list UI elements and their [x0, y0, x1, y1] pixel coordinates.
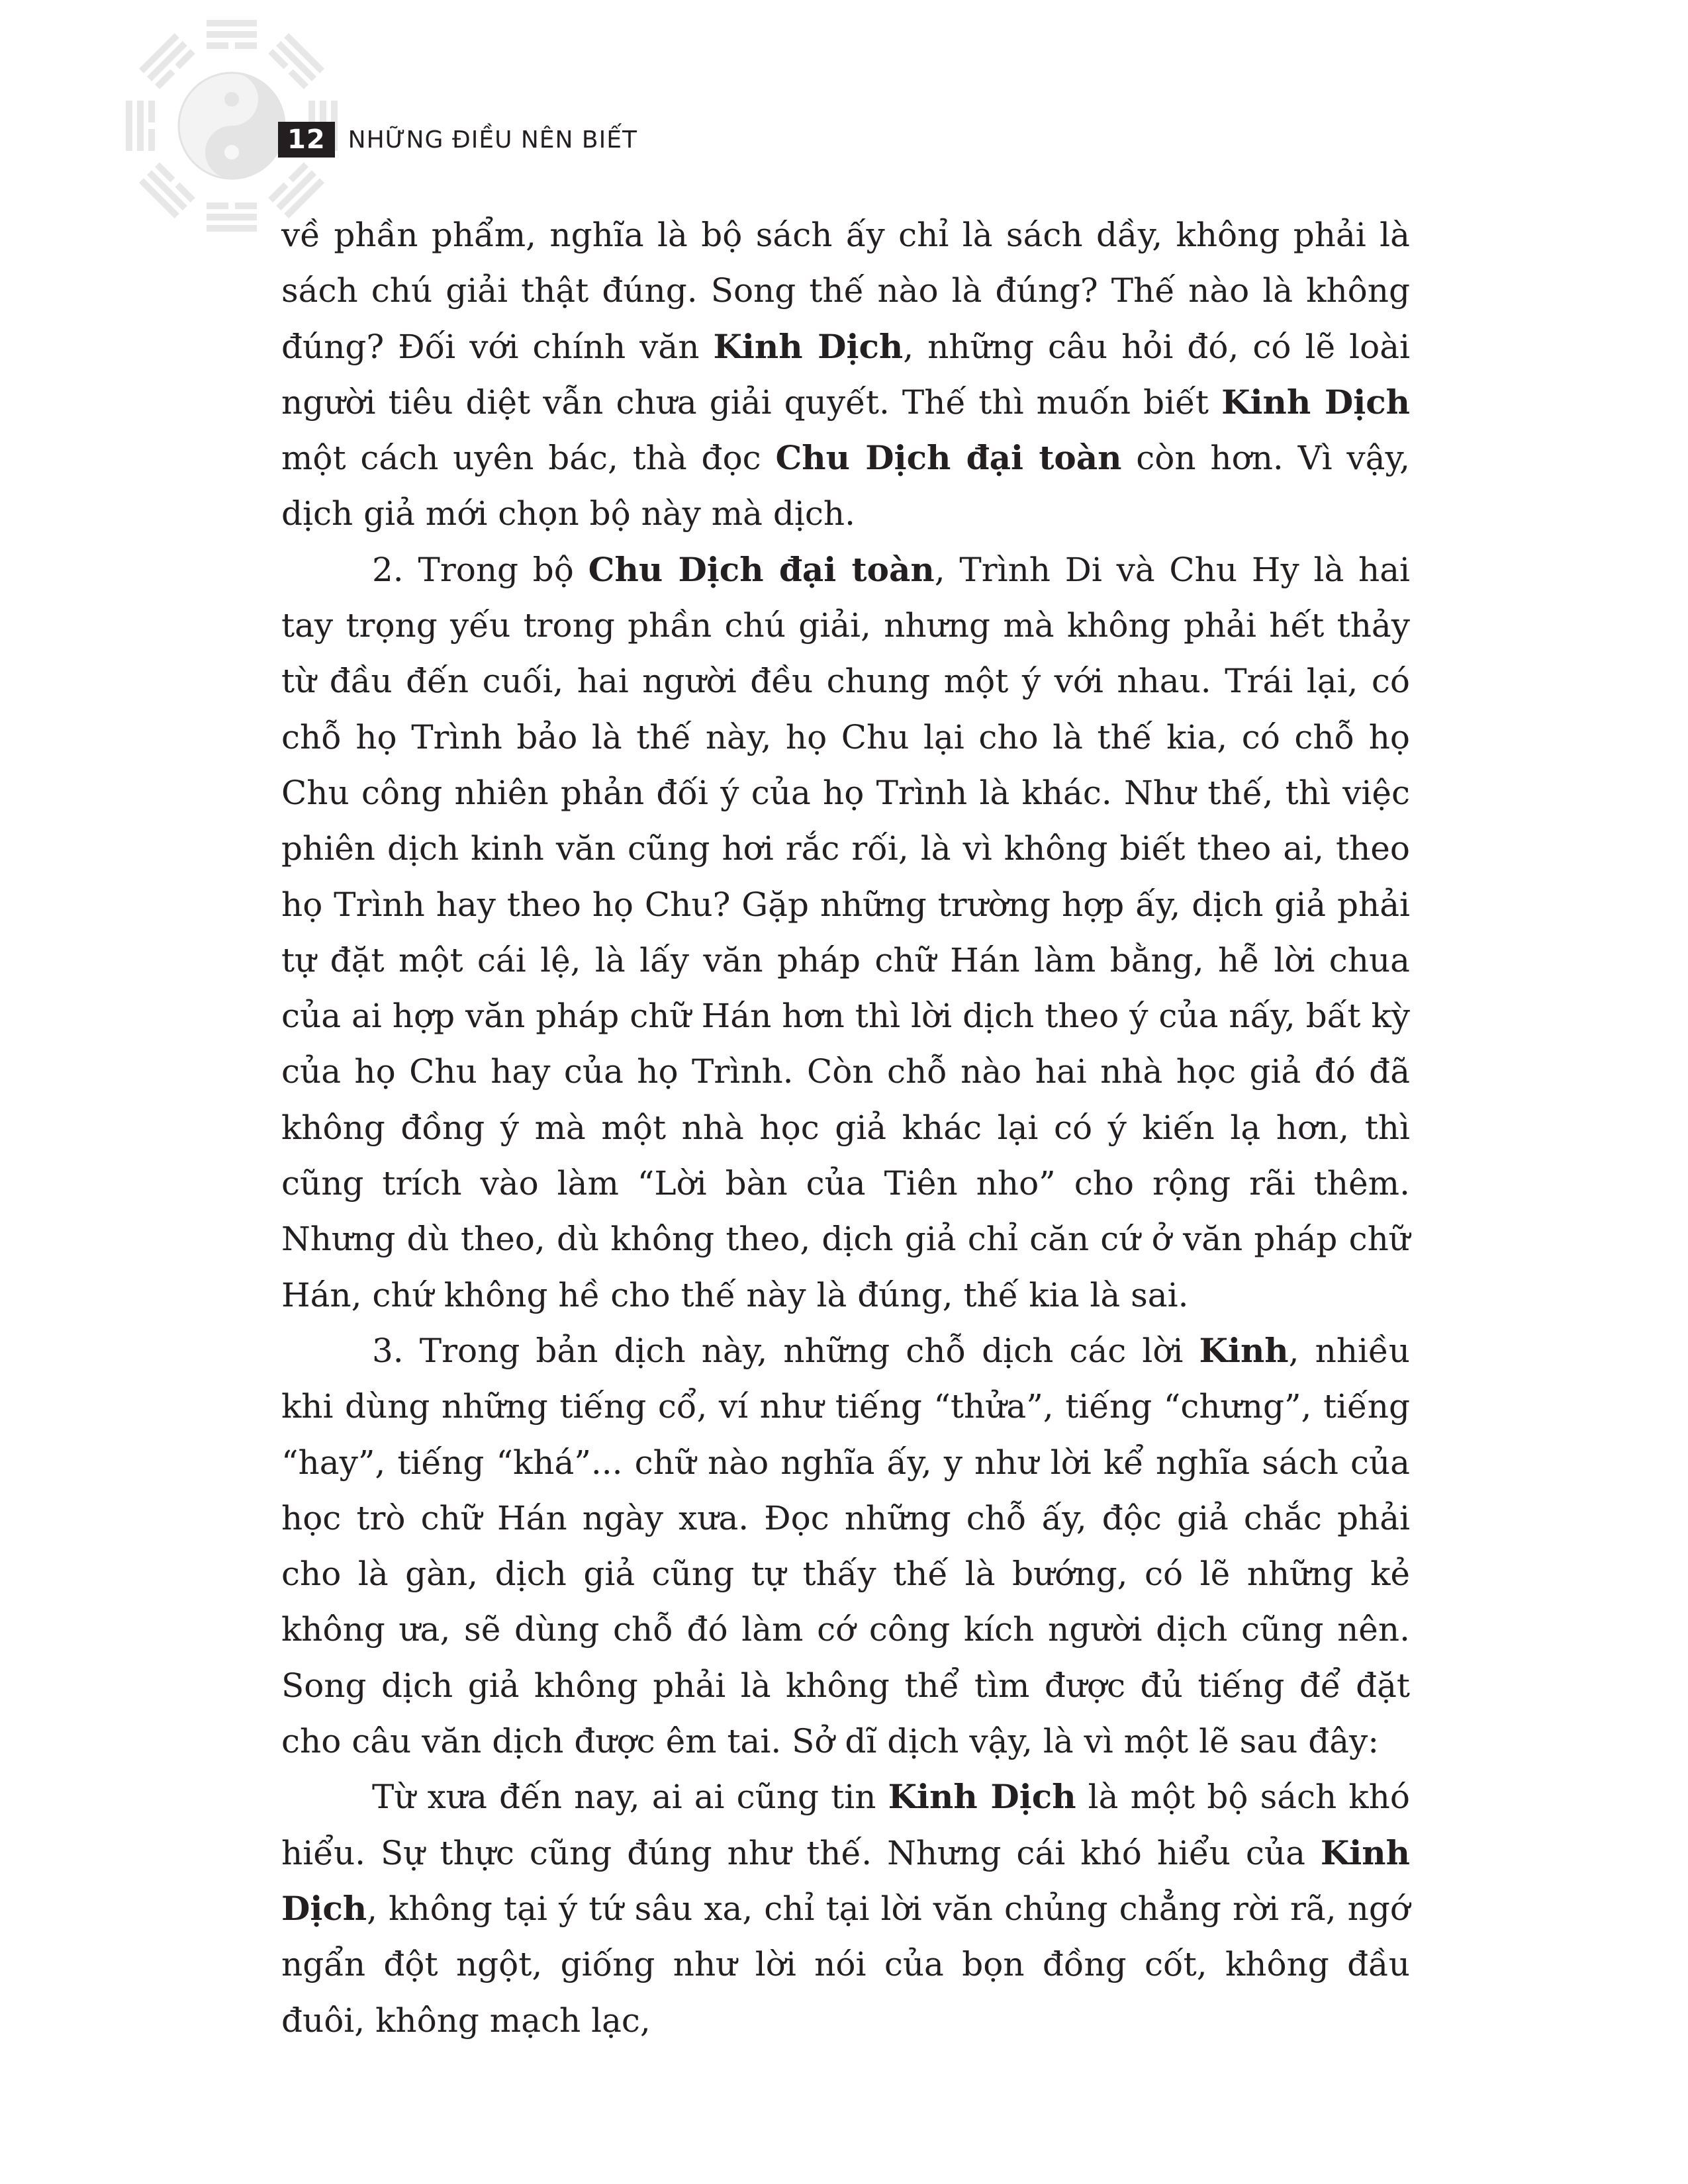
text-run: một cách uyên bác, thà đọc [281, 439, 776, 478]
bold-term: Kinh Dịch [713, 326, 904, 366]
bold-term: Chu Dịch đại toàn [588, 549, 935, 589]
paragraph [281, 1769, 1410, 2048]
text-run: , những câu hỏi đó, có lẽ loài người tiêu diệt vẫn chưa giải quyết. Thế thì muốn biết [281, 327, 1411, 422]
text-run: , không tại ý tứ sâu xa, chỉ tại lời văn chủng chẳng rời rã, ngớ ngẩn đột ngột, giống như lời nói của bọn đồng cốt, không đầu đuôi, không mạch lạc, [281, 1889, 1410, 2040]
running-header [278, 122, 637, 158]
text-run: Từ xưa đến nay, ai ai cũng tin [372, 1778, 888, 1817]
text-run: còn hơn. Vì vậy, dịch giả mới chọn bộ này mà dịch. [281, 439, 1410, 533]
bold-term: Kinh Dịch [1221, 382, 1410, 422]
text-run: là một bộ sách khó hiểu. Sự thực cũng đúng như thế. Nhưng cái khó hiểu của [281, 1778, 1410, 1872]
bold-term: Kinh Dịch [888, 1777, 1076, 1817]
text-run: 3. Trong bản dịch này, những chỗ dịch các lời [372, 1331, 1199, 1370]
text-run: , Trình Di và Chu Hy là hai tay trọng yếu trong phần chú giải, nhưng mà không phải hết thảy từ đầu đến cuối, hai người đều chung một ý với nhau. Trái lại, có chỗ họ Trình bảo là thế này, họ Chu lại cho là thế kia, có chỗ họ Chu công nhiên phản đối ý của họ Trình là khác. Như thế, thì việc phiên dịch kinh văn cũng hơi rắc rối, là vì không biết theo ai, theo họ Trình hay theo họ Chu? Gặp những trường hợp ấy, dịch giả phải tự đặt một cái lệ, là lấy văn pháp chữ Hán làm bằng, hễ lời chua của ai hợp văn pháp chữ Hán hơn thì lời dịch theo ý của nấy, bất kỳ của họ Chu hay của họ Trình. Còn chỗ nào hai nhà học giả đó đã không đồng ý mà một nhà học giả khác lại có ý kiến lạ hơn, thì cũng trích vào làm “Lời bàn của Tiên nho” cho rộng rãi thêm. Nhưng dù theo, dù không theo, dịch giả chỉ căn cứ ở văn pháp chữ Hán, chứ không hề cho thế này là đúng, thế kia là sai. [281, 550, 1411, 1314]
text-run: , nhiều khi dùng những tiếng cổ, ví như tiếng “thửa”, tiếng “chưng”, tiếng “hay”, tiếng “khá”... chữ nào nghĩa ấy, y như lời kể nghĩa sách của học trò chữ Hán ngày xưa. Đọc những chỗ ấy, độc giả chắc phải cho là gàn, dịch giả cũng tự thấy thế là bướng, có lẽ những kẻ không ưa, sẽ dùng chỗ đó làm cớ công kích người dịch cũng nên. Song dịch giả không phải là không thể tìm được đủ tiếng để đặt cho câu văn dịch được êm tai. Sở dĩ dịch vậy, là vì một lẽ sau đây: [281, 1331, 1410, 1761]
bold-term: Kinh Dịch [281, 1833, 1410, 1928]
text-run: 2. Trong bộ [372, 550, 588, 589]
running-title: NHỮNG ĐIỀU NÊN BIẾT [348, 126, 637, 154]
paragraph [281, 542, 1410, 1323]
bold-term: Chu Dịch đại toàn [775, 438, 1122, 478]
bold-term: Kinh [1199, 1330, 1289, 1370]
text-run: về phần phẩm, nghĩa là bộ sách ấy chỉ là sách dầy, không phải là sách chú giải thật đúng. Song thế nào là đúng? Thế nào là không đúng? Đối với chính văn [281, 216, 1410, 366]
paragraph [281, 207, 1410, 542]
paragraph [281, 1323, 1410, 1769]
page-number: 12 [278, 122, 335, 158]
body-text [281, 207, 1410, 2048]
